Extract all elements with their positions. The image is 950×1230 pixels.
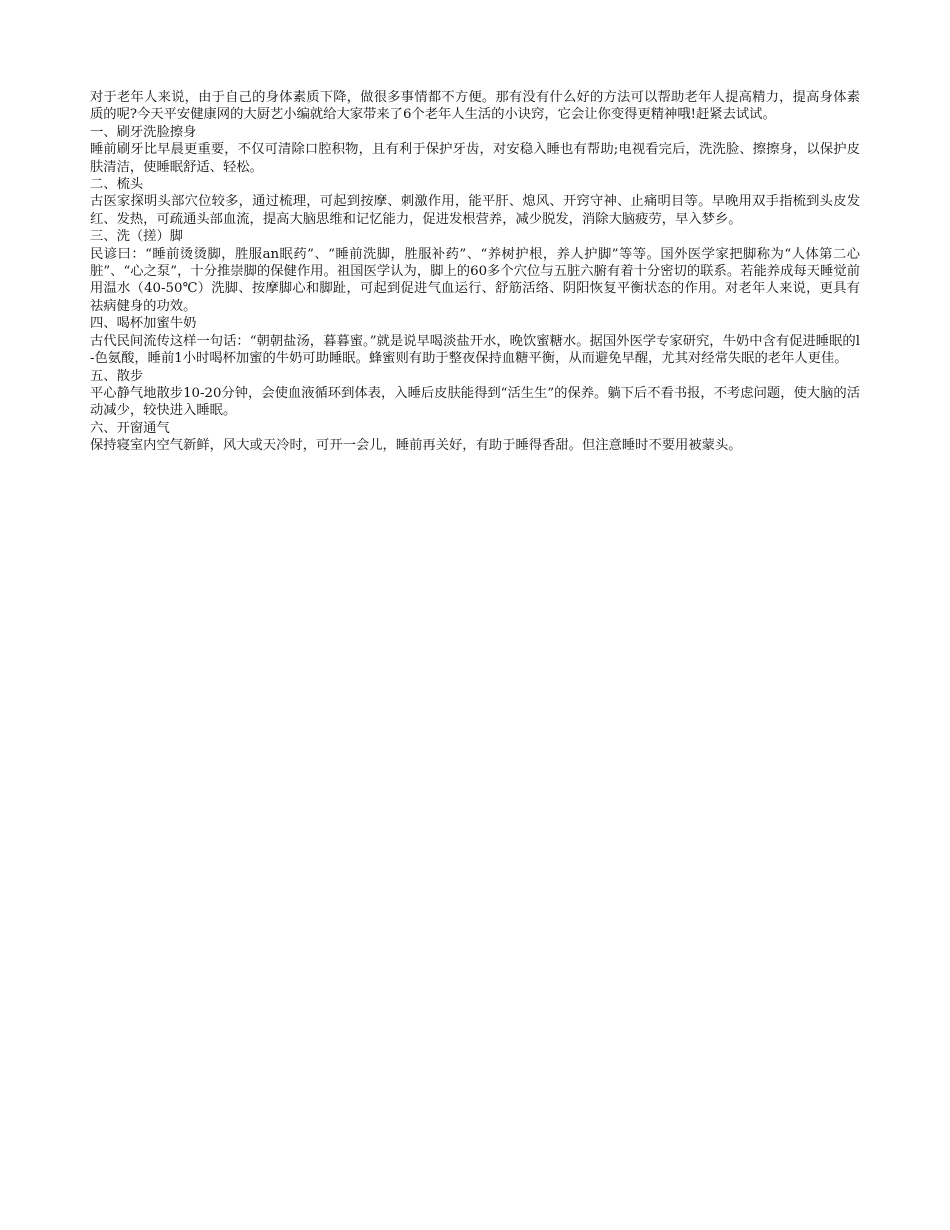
section-heading-1: 一、刷牙洗脸擦身: [90, 124, 197, 140]
section-body-1: 睡前刷牙比早晨更重要，不仅可清除口腔积物，且有利于保护牙齿，对安稳入睡也有帮助;电视看完后，洗洗脸、擦擦身，以保护皮肤清洁，使睡眠舒适、轻松。: [90, 142, 860, 175]
section-body-4: 古代民间流传这样一句话：“朝朝盐汤，暮暮蜜。”就是说早喝淡盐开水，晚饮蜜糖水。据国外医学专家研究，牛奶中含有促进睡眠的l-色氨酸，睡前1小时喝杯加蜜的牛奶可助睡眠。蜂蜜则有助于整夜保持血糖平衡，从而避免早醒，尤其对经常失眠的老年人更佳。: [90, 333, 860, 367]
section-heading-2: 二、梳头: [90, 177, 144, 193]
section-heading-4: 四、喝杯加蜜牛奶: [90, 316, 197, 332]
section-body-5: 平心静气地散步10-20分钟，会使血液循环到体表，入睡后皮肤能得到“活生生”的保养。躺下后不看书报，不考虑问题，使大脑的活动减少，较快进入睡眠。: [90, 385, 860, 419]
document-body: [90, 89, 860, 455]
section-heading-3: 三、洗（搓）脚: [90, 229, 184, 245]
intro-paragraph: 对于老年人来说，由于自己的身体素质下降，做很多事情都不方便。那有没有什么好的方法可以帮助老年人提高精力，提高身体素质的呢?今天平安健康网的大厨艺小编就给大家带来了6个老年人生活的小诀窍，它会让你变得更精神哦!赶紧去试试。: [90, 90, 860, 123]
section-body-3: 民谚曰：“睡前烫烫脚，胜服an眠药”、“睡前洗脚，胜服补药”、“养树护根，养人护脚”等等。国外医学家把脚称为“人体第二心脏”、“心之泵”，十分推崇脚的保健作用。祖国医学认为，脚上的60多个穴位与五脏六腑有着十分密切的联系。若能养成每天睡觉前用温水（40-50℃）洗脚、按摩脚心和脚趾，可起到促进气血运行、舒筋活络、阴阳恢复平衡状态的作用。对老年人来说，更具有祛病健身的功效。: [90, 246, 860, 314]
section-body-6: 保持寝室内空气新鲜，风大或天冷时，可开一会儿，睡前再关好，有助于睡得香甜。但注意睡时不要用被蒙头。: [90, 438, 742, 454]
section-heading-5: 五、散步: [90, 368, 144, 384]
section-heading-6: 六、开窗通气: [90, 420, 170, 436]
section-body-2: 古医家探明头部穴位较多，通过梳理，可起到按摩、刺激作用，能平肝、熄风、开窍守神、止痛明目等。早晚用双手指梳到头皮发红、发热，可疏通头部血流，提高大脑思维和记忆能力，促进发根营养，减少脱发，消除大脑疲劳，早入梦乡。: [90, 194, 860, 227]
